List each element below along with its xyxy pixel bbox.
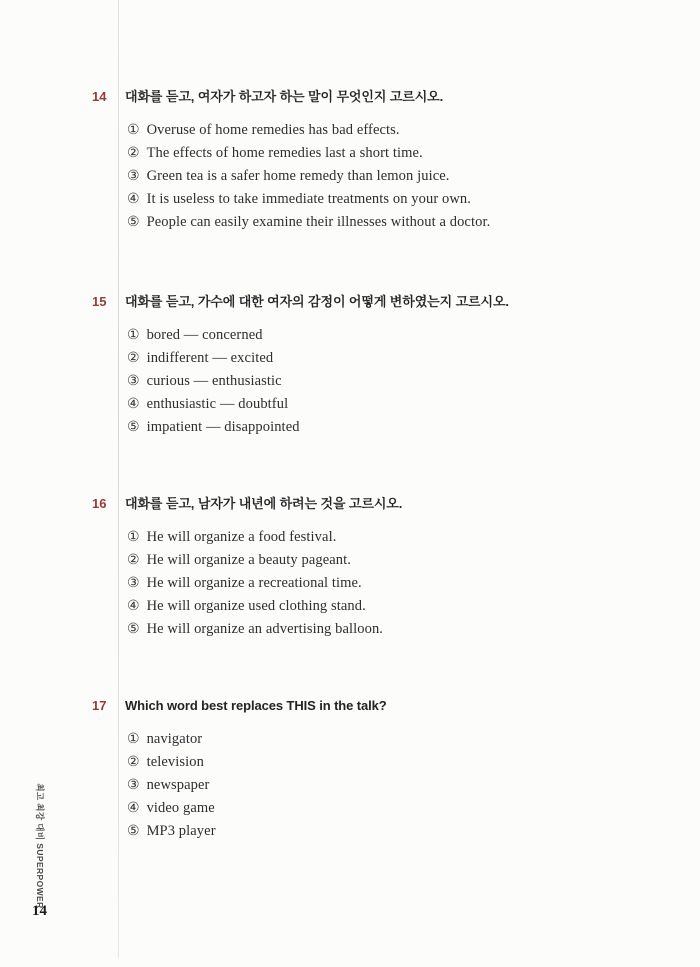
option-text: People can easily examine their illnesses without a doctor. — [146, 214, 491, 230]
answer-option — [127, 618, 662, 641]
answer-option — [127, 526, 662, 549]
option-text: newspaper — [146, 777, 210, 793]
options-list — [92, 324, 662, 439]
option-text: He will organize used clothing stand. — [146, 598, 366, 614]
question-16 — [92, 495, 662, 641]
question-17 — [92, 697, 662, 843]
answer-option — [127, 797, 662, 820]
options-list — [92, 728, 662, 843]
option-marker: ② — [127, 553, 140, 568]
option-marker: ① — [127, 530, 140, 545]
answer-option — [127, 728, 662, 751]
option-text: television — [146, 754, 204, 770]
answer-option — [127, 393, 662, 416]
answer-option — [127, 347, 662, 370]
option-marker: ③ — [127, 169, 140, 184]
option-text: enthusiastic — doubtful — [146, 396, 289, 412]
option-text: Overuse of home remedies has bad effects. — [146, 122, 400, 138]
option-text: MP3 player — [146, 823, 216, 839]
question-14 — [92, 88, 662, 234]
answer-option — [127, 595, 662, 618]
answer-option — [127, 142, 662, 165]
option-marker: ① — [127, 328, 140, 343]
page-number: 14 — [32, 903, 47, 919]
option-marker: ③ — [127, 374, 140, 389]
question-number: 17 — [92, 698, 107, 713]
answer-option — [127, 572, 662, 595]
option-text: He will organize a food festival. — [146, 529, 337, 545]
option-text: It is useless to take immediate treatments on your own. — [146, 191, 471, 207]
answer-option — [127, 774, 662, 797]
option-marker: ④ — [127, 801, 140, 816]
question-prompt: 대화를 듣고, 가수에 대한 여자의 감정이 어떻게 변하였는지 고르시오. — [125, 294, 509, 309]
option-text: video game — [146, 800, 215, 816]
option-text: curious — enthusiastic — [146, 373, 282, 389]
option-marker: ⑤ — [127, 622, 140, 637]
answer-option — [127, 416, 662, 439]
question-prompt: 대화를 듣고, 남자가 내년에 하려는 것을 고르시오. — [125, 496, 403, 511]
option-marker: ④ — [127, 397, 140, 412]
answer-option — [127, 324, 662, 347]
question-prompt: 대화를 듣고, 여자가 하고자 하는 말이 무엇인지 고르시오. — [125, 89, 444, 104]
answer-option — [127, 119, 662, 142]
question-number: 14 — [92, 89, 107, 104]
option-text: He will organize an advertising balloon. — [146, 621, 384, 637]
option-marker: ⑤ — [127, 215, 140, 230]
answer-option — [127, 549, 662, 572]
option-marker: ③ — [127, 778, 140, 793]
option-marker: ① — [127, 123, 140, 138]
option-marker: ⑤ — [127, 824, 140, 839]
option-marker: ② — [127, 146, 140, 161]
option-marker: ③ — [127, 576, 140, 591]
option-text: impatient — disappointed — [146, 419, 300, 435]
question-header — [92, 88, 662, 106]
option-text: indifferent — excited — [146, 350, 274, 366]
answer-option — [127, 370, 662, 393]
option-text: He will organize a beauty pageant. — [146, 552, 352, 568]
option-text: He will organize a recreational time. — [146, 575, 362, 591]
option-text: The effects of home remedies last a short time. — [146, 145, 423, 161]
option-marker: ④ — [127, 599, 140, 614]
question-header — [92, 495, 662, 513]
sidebar-branding-text: 최고 최강 대비 SUPERPOWER — [35, 783, 45, 909]
question-number: 15 — [92, 294, 107, 309]
option-marker: ① — [127, 732, 140, 747]
question-number: 16 — [92, 496, 107, 511]
answer-option — [127, 211, 662, 234]
answer-option — [127, 820, 662, 843]
option-text: Green tea is a safer home remedy than lemon juice. — [146, 168, 450, 184]
question-header — [92, 293, 662, 311]
option-text: navigator — [146, 731, 203, 747]
answer-option — [127, 188, 662, 211]
question-header — [92, 697, 662, 715]
option-marker: ⑤ — [127, 420, 140, 435]
options-list — [92, 526, 662, 641]
answer-option — [127, 751, 662, 774]
option-marker: ② — [127, 351, 140, 366]
options-list — [92, 119, 662, 234]
question-prompt: Which word best replaces THIS in the talk? — [125, 698, 387, 713]
option-text: bored — concerned — [146, 327, 263, 343]
option-marker: ④ — [127, 192, 140, 207]
question-15 — [92, 293, 662, 439]
option-marker: ② — [127, 755, 140, 770]
answer-option — [127, 165, 662, 188]
